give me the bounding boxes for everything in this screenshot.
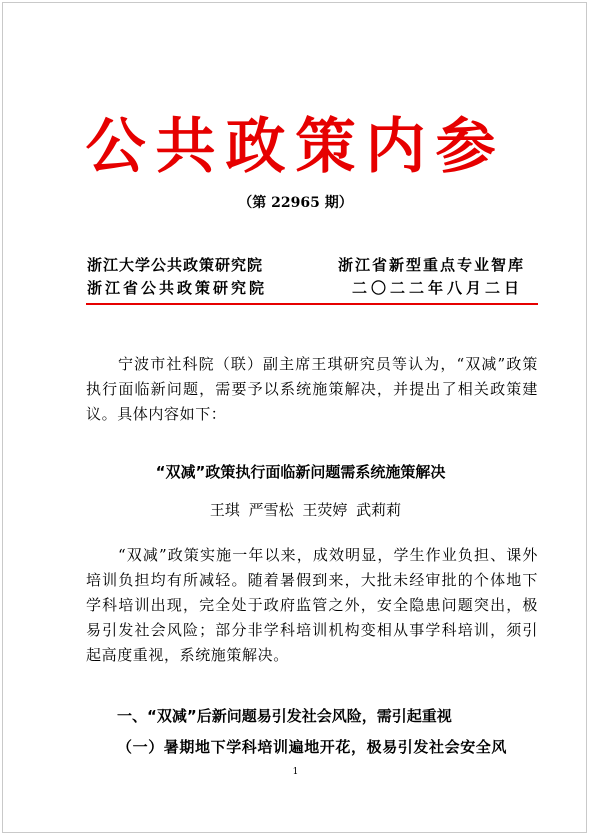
- page-number: 1: [292, 767, 299, 777]
- org-zju-institute: 浙江大学公共政策研究院: [87, 256, 264, 274]
- section-heading: 一、“双减”后新问题易引发社会风险，需引起重视: [117, 707, 452, 725]
- publication-date: 二〇二二年八月二日: [352, 279, 524, 297]
- body-paragraph: “双减”政策实施一年以来，成效明显，学生作业负担、课外培训负担均有所减轻。随着暑假到来，大批未经审批的个体地下学科培训出现，完全处于政府监管之外，安全隐患问题突出，极易引发社会风险；部分非学科培训机构变相从事学科培训，须引起高度重视，系统施策解决。: [86, 546, 538, 664]
- issue-number: （第 22965 期）: [238, 195, 353, 211]
- masthead-title: 公共政策内参: [85, 112, 506, 182]
- org-think-tank: 浙江省新型重点专业智库: [338, 256, 526, 274]
- org-zhejiang-institute: 浙江省公共政策研究院: [87, 279, 268, 297]
- article-authors: 王琪 严雪松 王荧婷 武莉莉: [209, 501, 402, 519]
- intro-paragraph: 宁波市社科院（联）副主席王琪研究员等认为，“双减”政策执行面临新问题，需要予以系统施策解决，并提出了相关政策建议。具体内容如下：: [86, 355, 538, 423]
- header-divider: [86, 303, 538, 305]
- subsection-heading: （一）暑期地下学科培训遍地开花，极易引发社会安全风: [117, 738, 508, 756]
- article-title: “双减”政策执行面临新问题需系统施策解决: [155, 463, 446, 481]
